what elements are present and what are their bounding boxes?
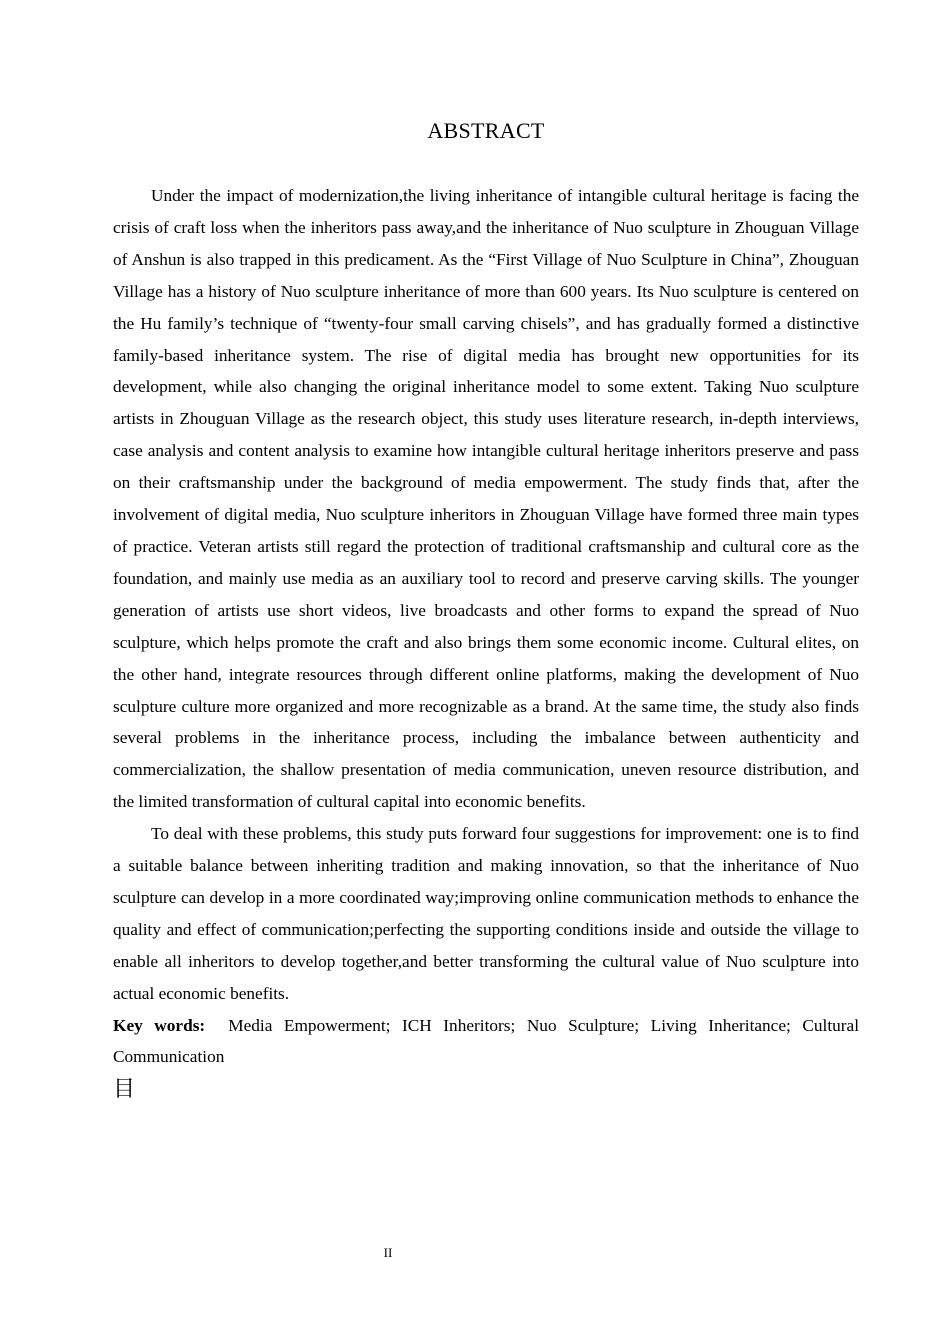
toc-heading-fragment: 目 [113,1077,136,1103]
abstract-title: ABSTRACT [427,118,545,143]
keywords-line [113,1010,859,1074]
keywords-label: Key words: [113,1015,206,1035]
page-number: II [383,1245,393,1260]
abstract-body [113,180,859,1107]
abstract-paragraph-1: Under the impact of modernization,the living inheritance of intangible cultural heritage is facing the crisis of craft loss when the inheritors pass away,and the inheritance of Nuo sculpture in Zhouguan Village of Anshun is also trapped in this predicament. As the “First Village of Nuo Sculpture in China”, Zhouguan Village has a history of Nuo sculpture inheritance of more than 600 years. Its Nuo sculpture is centered on the Hu family’s technique of “twenty-four small carving chisels”, and has gradually formed a distinctive family-based inheritance system. The rise of digital media has brought new opportunities for its development, while also changing the original inheritance model to some extent. Taking Nuo sculpture artists in Zhouguan Village as the research object, this study uses literature research, in-depth interviews, case analysis and content analysis to examine how intangible cultural heritage inheritors preserve and pass on their craftsmanship under the background of media empowerment. The study finds that, after the involvement of digital media, Nuo sculpture inheritors in Zhouguan Village have formed three main types of practice. Veteran artists still regard the protection of traditional craftsmanship and cultural core as the foundation, and mainly use media as an auxiliary tool to record and preserve carving skills. The younger generation of artists use short videos, live broadcasts and other forms to expand the spread of Nuo sculpture, which helps promote the craft and also brings them some economic income. Cultural elites, on the other hand, integrate resources through different online platforms, making the development of Nuo sculpture culture more organized and more recognizable as a brand. At the same time, the study also finds several problems in the inheritance process, including the imbalance between authenticity and commercialization, the shallow presentation of media communication, uneven resource distribution, and the limited transformation of cultural capital into economic benefits. [113,186,859,812]
document-page [113,0,859,1344]
abstract-paragraph-2: To deal with these problems, this study puts forward four suggestions for improvement: one is to find a suitable balance between inheriting tradition and making innovation, so that the inheritance of Nuo sculpture can develop in a more coordinated way;improving online communication methods to enhance the quality and effect of communication;perfecting the supporting conditions inside and outside the village to enable all inheritors to develop together,and better transforming the cultural value of Nuo sculpture into actual economic benefits. [113,824,859,1003]
keywords-text: Media Empowerment; ICH Inheritors; Nuo Sculpture; Living Inheritance; Cultural Communication [113,1015,859,1067]
